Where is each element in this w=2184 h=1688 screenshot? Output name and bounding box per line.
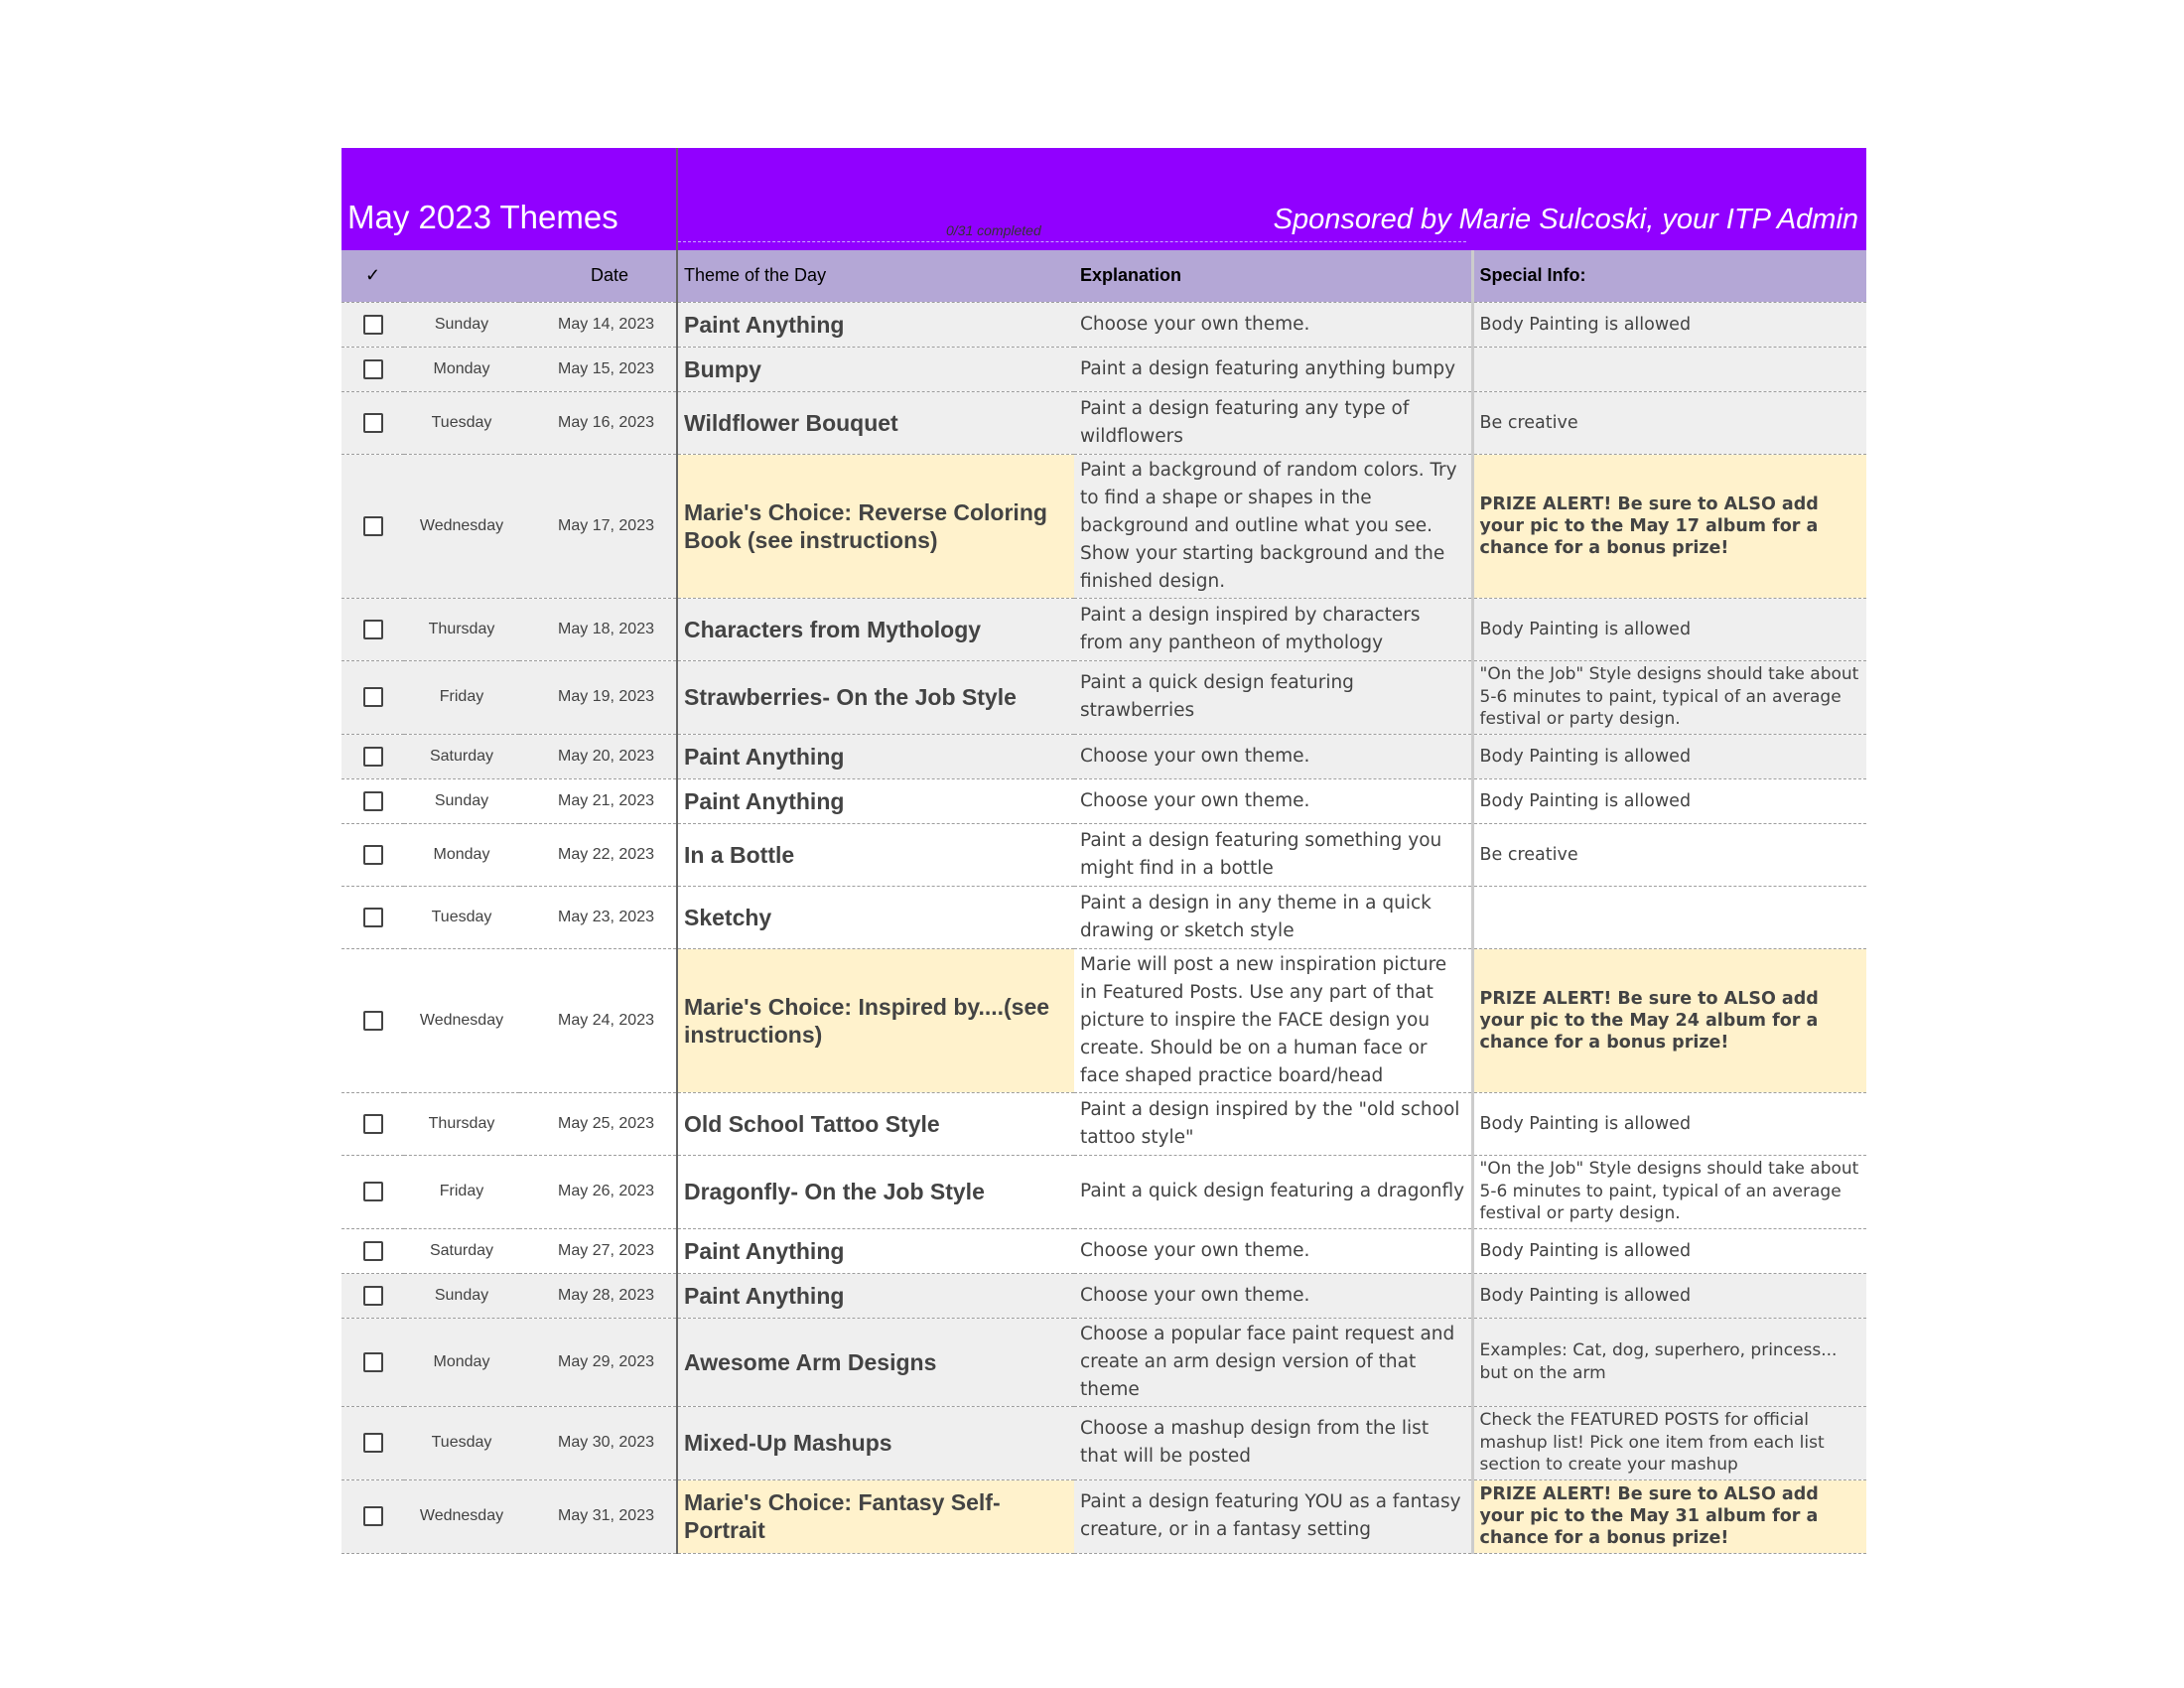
date-cell: May 20, 2023 xyxy=(519,734,677,778)
special-info-cell xyxy=(1472,347,1866,391)
table-row xyxy=(341,1406,1866,1479)
theme-cell: Mixed-Up Mashups xyxy=(677,1406,1074,1479)
banner-right xyxy=(677,148,1866,250)
table-row xyxy=(341,598,1866,660)
theme-cell: In a Bottle xyxy=(677,823,1074,886)
explanation-cell: Paint a design in any theme in a quick drawing or sketch style xyxy=(1074,886,1472,948)
explanation-cell: Choose a popular face paint request and create an arm design version of that theme xyxy=(1074,1318,1472,1406)
theme-cell: Paint Anything xyxy=(677,734,1074,778)
day-cell: Sunday xyxy=(404,302,519,347)
explanation-cell: Paint a design featuring something you might find in a bottle xyxy=(1074,823,1472,886)
day-cell: Monday xyxy=(404,823,519,886)
table-row xyxy=(341,886,1866,948)
table-row xyxy=(341,1155,1866,1228)
day-cell: Tuesday xyxy=(404,886,519,948)
table-row xyxy=(341,1479,1866,1553)
checkbox-cell xyxy=(341,1479,404,1553)
day-cell: Tuesday xyxy=(404,391,519,454)
day-cell: Saturday xyxy=(404,734,519,778)
header-row xyxy=(341,250,1866,302)
table-row xyxy=(341,734,1866,778)
completion-checkbox[interactable] xyxy=(363,1433,383,1453)
completion-checkbox[interactable] xyxy=(363,845,383,865)
day-cell: Saturday xyxy=(404,1228,519,1273)
checkbox-cell xyxy=(341,598,404,660)
date-cell: May 28, 2023 xyxy=(519,1273,677,1318)
date-cell: May 22, 2023 xyxy=(519,823,677,886)
table-row xyxy=(341,391,1866,454)
date-cell: May 18, 2023 xyxy=(519,598,677,660)
explanation-cell: Choose your own theme. xyxy=(1074,734,1472,778)
theme-cell: Paint Anything xyxy=(677,778,1074,823)
theme-header: Theme of the Day xyxy=(677,250,1074,302)
special-info-cell: PRIZE ALERT! Be sure to ALSO add your pic to the May 17 album for a chance for a bonus prize! xyxy=(1472,454,1866,598)
completion-checkbox[interactable] xyxy=(363,1114,383,1134)
special-info-cell: PRIZE ALERT! Be sure to ALSO add your pic to the May 24 album for a chance for a bonus prize! xyxy=(1472,948,1866,1092)
special-info-cell: "On the Job" Style designs should take about 5-6 minutes to paint, typical of an average festival or party design. xyxy=(1472,1155,1866,1228)
theme-cell: Marie's Choice: Reverse Coloring Book (see instructions) xyxy=(677,454,1074,598)
explanation-cell: Choose your own theme. xyxy=(1074,1273,1472,1318)
completion-checkbox[interactable] xyxy=(363,620,383,639)
completion-checkbox[interactable] xyxy=(363,1011,383,1031)
completion-checkbox[interactable] xyxy=(363,747,383,767)
checkbox-cell xyxy=(341,823,404,886)
checkbox-cell xyxy=(341,302,404,347)
special-info-cell: Examples: Cat, dog, superhero, princess... but on the arm xyxy=(1472,1318,1866,1406)
checkbox-cell xyxy=(341,886,404,948)
date-cell: May 21, 2023 xyxy=(519,778,677,823)
theme-cell: Marie's Choice: Fantasy Self-Portrait xyxy=(677,1479,1074,1553)
date-cell: May 27, 2023 xyxy=(519,1228,677,1273)
completion-checkbox[interactable] xyxy=(363,359,383,379)
special-info-cell: Body Painting is allowed xyxy=(1472,1092,1866,1155)
date-cell: May 26, 2023 xyxy=(519,1155,677,1228)
explanation-cell: Choose your own theme. xyxy=(1074,1228,1472,1273)
completion-checkbox[interactable] xyxy=(363,1286,383,1306)
table-row xyxy=(341,302,1866,347)
checkbox-cell xyxy=(341,454,404,598)
checkbox-cell xyxy=(341,1318,404,1406)
day-cell: Wednesday xyxy=(404,1479,519,1553)
checkbox-cell xyxy=(341,948,404,1092)
themes-sheet xyxy=(341,148,1866,1554)
explanation-cell: Paint a design featuring anything bumpy xyxy=(1074,347,1472,391)
date-cell: May 19, 2023 xyxy=(519,660,677,734)
theme-cell: Sketchy xyxy=(677,886,1074,948)
completion-checkbox[interactable] xyxy=(363,413,383,433)
progress-underline xyxy=(678,241,1466,242)
theme-cell: Dragonfly- On the Job Style xyxy=(677,1155,1074,1228)
special-info-cell: Body Painting is allowed xyxy=(1472,1273,1866,1318)
table-row xyxy=(341,778,1866,823)
day-cell: Monday xyxy=(404,1318,519,1406)
special-header: Special Info: xyxy=(1472,250,1866,302)
explanation-cell: Paint a design inspired by characters from any pantheon of mythology xyxy=(1074,598,1472,660)
checkbox-cell xyxy=(341,347,404,391)
date-cell: May 15, 2023 xyxy=(519,347,677,391)
table-row xyxy=(341,1228,1866,1273)
theme-cell: Paint Anything xyxy=(677,1228,1074,1273)
explanation-cell: Choose your own theme. xyxy=(1074,302,1472,347)
table-row xyxy=(341,1318,1866,1406)
date-cell: May 14, 2023 xyxy=(519,302,677,347)
table-row xyxy=(341,823,1866,886)
theme-cell: Bumpy xyxy=(677,347,1074,391)
progress-text: 0/31 completed xyxy=(946,222,1041,238)
day-cell: Friday xyxy=(404,660,519,734)
checkbox-cell xyxy=(341,391,404,454)
completion-checkbox[interactable] xyxy=(363,315,383,335)
date-cell: May 31, 2023 xyxy=(519,1479,677,1553)
theme-cell: Old School Tattoo Style xyxy=(677,1092,1074,1155)
table-row xyxy=(341,347,1866,391)
explanation-cell: Paint a design featuring any type of wildflowers xyxy=(1074,391,1472,454)
checkbox-cell xyxy=(341,734,404,778)
theme-cell: Awesome Arm Designs xyxy=(677,1318,1074,1406)
day-cell: Tuesday xyxy=(404,1406,519,1479)
checkbox-cell xyxy=(341,1406,404,1479)
completion-checkbox[interactable] xyxy=(363,908,383,927)
day-cell: Wednesday xyxy=(404,454,519,598)
date-cell: May 25, 2023 xyxy=(519,1092,677,1155)
rows-body xyxy=(341,302,1866,1553)
check-header: ✓ xyxy=(341,250,404,302)
theme-cell: Strawberries- On the Job Style xyxy=(677,660,1074,734)
completion-checkbox[interactable] xyxy=(363,1241,383,1261)
banner-row xyxy=(341,148,1866,250)
special-info-cell: Check the FEATURED POSTS for official mashup list! Pick one item from each list section to create your mashup xyxy=(1472,1406,1866,1479)
completion-checkbox[interactable] xyxy=(363,1506,383,1526)
checkbox-cell xyxy=(341,1155,404,1228)
day-cell: Monday xyxy=(404,347,519,391)
table-row xyxy=(341,1273,1866,1318)
explanation-cell: Paint a quick design featuring a dragonfly xyxy=(1074,1155,1472,1228)
day-cell: Thursday xyxy=(404,1092,519,1155)
theme-cell: Wildflower Bouquet xyxy=(677,391,1074,454)
special-info-cell: Be creative xyxy=(1472,391,1866,454)
explanation-cell: Paint a background of random colors. Try to find a shape or shapes in the background and outline what you see. Show your starting background and the finished design. xyxy=(1074,454,1472,598)
day-cell: Sunday xyxy=(404,778,519,823)
date-header: Date xyxy=(519,250,677,302)
date-cell: May 29, 2023 xyxy=(519,1318,677,1406)
date-cell: May 24, 2023 xyxy=(519,948,677,1092)
special-info-cell: Body Painting is allowed xyxy=(1472,734,1866,778)
explanation-cell: Choose a mashup design from the list that will be posted xyxy=(1074,1406,1472,1479)
day-cell: Sunday xyxy=(404,1273,519,1318)
completion-checkbox[interactable] xyxy=(363,1352,383,1372)
completion-checkbox[interactable] xyxy=(363,516,383,536)
explanation-cell: Marie will post a new inspiration picture in Featured Posts. Use any part of that picture to inspire the FACE design you create. Should be on a human face or face shaped practice board/head xyxy=(1074,948,1472,1092)
special-info-cell: Body Painting is allowed xyxy=(1472,302,1866,347)
table-row xyxy=(341,454,1866,598)
theme-cell: Paint Anything xyxy=(677,1273,1074,1318)
special-info-cell: "On the Job" Style designs should take about 5-6 minutes to paint, typical of an average festival or party design. xyxy=(1472,660,1866,734)
completion-checkbox[interactable] xyxy=(363,791,383,811)
special-info-cell: Body Painting is allowed xyxy=(1472,778,1866,823)
special-info-cell: PRIZE ALERT! Be sure to ALSO add your pic to the May 31 album for a chance for a bonus prize! xyxy=(1472,1479,1866,1553)
explanation-cell: Paint a design inspired by the "old school tattoo style" xyxy=(1074,1092,1472,1155)
special-info-cell: Be creative xyxy=(1472,823,1866,886)
explanation-cell: Choose your own theme. xyxy=(1074,778,1472,823)
completion-checkbox[interactable] xyxy=(363,1182,383,1201)
page-title: May 2023 Themes xyxy=(341,148,677,250)
special-info-cell xyxy=(1472,886,1866,948)
day-cell: Friday xyxy=(404,1155,519,1228)
date-cell: May 30, 2023 xyxy=(519,1406,677,1479)
special-info-cell: Body Painting is allowed xyxy=(1472,1228,1866,1273)
special-info-cell: Body Painting is allowed xyxy=(1472,598,1866,660)
checkbox-cell xyxy=(341,778,404,823)
day-cell: Wednesday xyxy=(404,948,519,1092)
checkbox-cell xyxy=(341,1273,404,1318)
completion-checkbox[interactable] xyxy=(363,687,383,707)
explanation-cell: Paint a design featuring YOU as a fantasy creature, or in a fantasy setting xyxy=(1074,1479,1472,1553)
date-cell: May 23, 2023 xyxy=(519,886,677,948)
table-row xyxy=(341,660,1866,734)
themes-table xyxy=(341,148,1866,1554)
checkbox-cell xyxy=(341,1228,404,1273)
sponsor-text: Sponsored by Marie Sulcoski, your ITP Admin xyxy=(1273,204,1859,235)
date-cell: May 17, 2023 xyxy=(519,454,677,598)
table-row xyxy=(341,1092,1866,1155)
table-row xyxy=(341,948,1866,1092)
checkbox-cell xyxy=(341,660,404,734)
day-cell: Thursday xyxy=(404,598,519,660)
theme-cell: Paint Anything xyxy=(677,302,1074,347)
day-header xyxy=(404,250,519,302)
checkbox-cell xyxy=(341,1092,404,1155)
date-cell: May 16, 2023 xyxy=(519,391,677,454)
explanation-header: Explanation xyxy=(1074,250,1472,302)
explanation-cell: Paint a quick design featuring strawberries xyxy=(1074,660,1472,734)
theme-cell: Characters from Mythology xyxy=(677,598,1074,660)
theme-cell: Marie's Choice: Inspired by....(see instructions) xyxy=(677,948,1074,1092)
